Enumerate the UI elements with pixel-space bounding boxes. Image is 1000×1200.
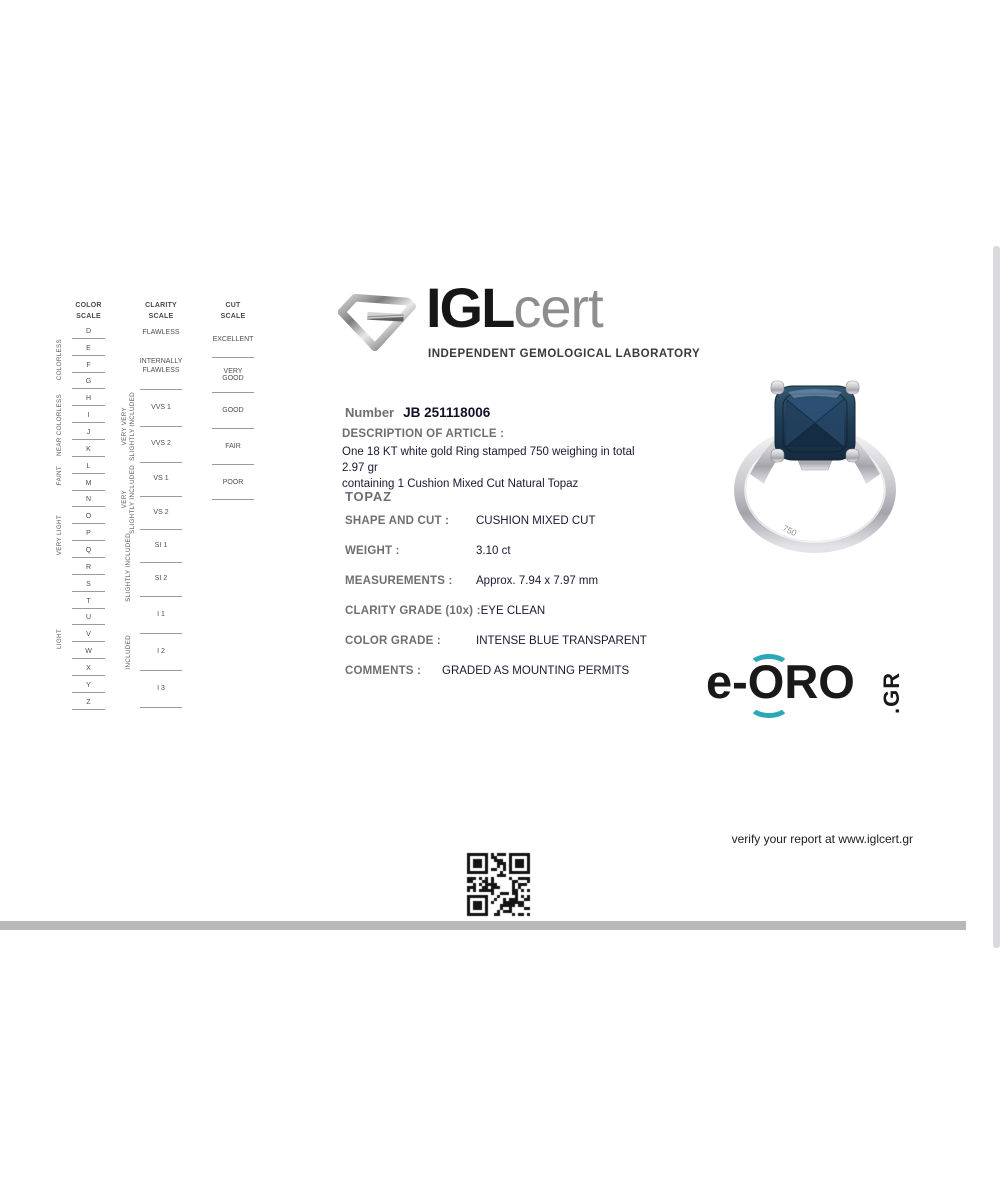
spec-value: GRADED AS MOUNTING PERMITS bbox=[442, 665, 630, 677]
color-grade-cell bbox=[72, 406, 105, 423]
color-grade-letter: O bbox=[85, 513, 92, 521]
color-grade-letter: H bbox=[85, 395, 92, 403]
color-grade-cell bbox=[72, 322, 105, 339]
color-grade-letter: P bbox=[86, 530, 91, 538]
clarity-scale-title: CLARITY SCALE bbox=[145, 302, 177, 320]
brand-wordmark-light: cert bbox=[513, 276, 603, 339]
clarity-grade-cell: VVS 2 bbox=[140, 427, 182, 463]
stone-title: TOPAZ bbox=[345, 489, 392, 504]
spec-row bbox=[345, 515, 647, 527]
clarity-group-included bbox=[119, 600, 140, 704]
diamond-logo-icon bbox=[338, 292, 430, 354]
spec-value: Approx. 7.94 x 7.97 mm bbox=[476, 575, 599, 587]
color-grade-cell bbox=[72, 659, 105, 676]
color-group-colorless bbox=[53, 330, 67, 390]
color-grade-letter: D bbox=[85, 327, 92, 335]
description-text bbox=[342, 444, 642, 492]
color-group-faint bbox=[53, 460, 67, 492]
clarity-grade-cell: I 1 bbox=[140, 597, 182, 634]
clarity-grade-cell: VS 1 bbox=[140, 463, 182, 497]
color-grade-letter: N bbox=[85, 496, 92, 504]
scale-group-label: LIGHT bbox=[55, 628, 63, 650]
scale-group-label: VERY VERY bbox=[121, 406, 129, 446]
clarity-grade-cell: SI 2 bbox=[140, 563, 182, 597]
color-grade-cell bbox=[72, 440, 105, 457]
brand-tagline: INDEPENDENT GEMOLOGICAL LABORATORY bbox=[428, 348, 701, 360]
spec-label: SHAPE AND CUT : bbox=[345, 515, 450, 527]
color-grade-cell bbox=[72, 524, 105, 541]
clarity-group-vs bbox=[119, 462, 140, 536]
spec-value: CUSHION MIXED CUT bbox=[476, 515, 596, 527]
scale-group-label: NEAR COLORLESS bbox=[55, 394, 63, 456]
color-grade-letter: G bbox=[85, 378, 92, 386]
scale-group-label: SLIGHTLY INCLUDED bbox=[125, 532, 133, 602]
scale-group-label: INCLUDED bbox=[125, 634, 133, 670]
eoro-prefix: e- bbox=[706, 655, 748, 708]
spec-row bbox=[345, 575, 647, 587]
color-grade-cell bbox=[72, 558, 105, 575]
color-grade-cell bbox=[72, 592, 105, 609]
scale-group-label: SLIGHTLY INCLUDED bbox=[129, 391, 136, 461]
eoro-logo bbox=[706, 646, 918, 726]
brand-wordmark bbox=[426, 276, 603, 340]
report-number-row bbox=[345, 404, 490, 422]
spec-label: COMMENTS : bbox=[345, 665, 422, 677]
color-grade-letter: Z bbox=[86, 698, 91, 706]
color-grade-letter: J bbox=[86, 429, 91, 437]
cut-scale-column bbox=[212, 322, 254, 500]
description-line: One 18 KT white gold Ring stamped 750 weighing in total 2.97 gr bbox=[342, 446, 635, 475]
spec-row bbox=[345, 605, 647, 617]
spec-value: EYE CLEAN bbox=[480, 605, 546, 617]
bottom-edge-bar bbox=[0, 921, 966, 930]
spec-label: CLARITY GRADE (10x) : bbox=[345, 605, 481, 617]
qr-code-icon bbox=[466, 852, 532, 918]
spec-row bbox=[345, 665, 647, 677]
spec-value: 3.10 ct bbox=[476, 545, 511, 557]
color-grade-cell bbox=[72, 609, 105, 626]
clarity-scale-column bbox=[140, 322, 182, 708]
spec-value: INTENSE BLUE TRANSPARENT bbox=[476, 635, 647, 647]
ring-photo bbox=[722, 378, 907, 556]
cut-scale-title: CUT SCALE bbox=[220, 302, 246, 320]
color-grade-cell bbox=[72, 625, 105, 642]
color-grade-letter: Q bbox=[85, 547, 92, 555]
spec-label: COLOR GRADE : bbox=[345, 635, 441, 647]
brand-wordmark-bold: IGL bbox=[426, 276, 514, 339]
color-grade-cell bbox=[72, 457, 105, 474]
color-grade-cell bbox=[72, 373, 105, 390]
color-grade-letter: V bbox=[86, 631, 91, 639]
color-grade-letter: F bbox=[86, 361, 91, 369]
color-scale-column bbox=[72, 322, 105, 710]
scale-group-label: COLORLESS bbox=[55, 339, 63, 381]
cut-grade-cell: VERY GOOD bbox=[212, 358, 254, 394]
color-grade-letter: Y bbox=[86, 681, 91, 689]
color-grade-cell bbox=[72, 507, 105, 524]
clarity-group-si bbox=[119, 532, 140, 602]
clarity-grade-cell: SI 1 bbox=[140, 530, 182, 563]
color-grade-cell bbox=[72, 676, 105, 693]
ring-stamp: 750 bbox=[781, 522, 799, 539]
color-group-very-light bbox=[53, 498, 67, 572]
color-grade-cell bbox=[72, 693, 105, 710]
report-number-value: JB 251118006 bbox=[403, 405, 491, 420]
clarity-group-vvs bbox=[119, 388, 140, 464]
clarity-grade-cell: I 3 bbox=[140, 671, 182, 708]
color-grade-letter: E bbox=[86, 344, 91, 352]
color-grade-letter: T bbox=[86, 597, 91, 605]
cut-grade-cell: GOOD bbox=[212, 393, 254, 429]
clarity-grade-cell: I 2 bbox=[140, 634, 182, 671]
color-group-light bbox=[53, 606, 67, 672]
spec-label: WEIGHT : bbox=[345, 545, 400, 557]
color-scale-title: COLOR SCALE bbox=[75, 302, 102, 320]
description-heading: DESCRIPTION OF ARTICLE : bbox=[342, 428, 505, 440]
color-grade-cell bbox=[72, 389, 105, 406]
clarity-grade-cell: VS 2 bbox=[140, 497, 182, 530]
color-grade-letter: U bbox=[85, 614, 92, 622]
eoro-accent-o: O bbox=[747, 655, 785, 708]
color-grade-cell bbox=[72, 423, 105, 440]
color-grade-cell bbox=[72, 491, 105, 508]
color-grade-letter: L bbox=[86, 462, 91, 470]
color-grade-cell bbox=[72, 474, 105, 491]
color-grade-letter: X bbox=[86, 665, 91, 673]
scale-group-label: FAINT bbox=[55, 466, 63, 486]
scale-group-label: SLIGHTLY INCLUDED bbox=[129, 464, 136, 534]
eoro-gr-suffix: .GR bbox=[879, 671, 904, 714]
spec-row bbox=[345, 635, 647, 647]
verify-report-text: verify your report at www.iglcert.gr bbox=[731, 832, 913, 846]
description-line: containing 1 Cushion Mixed Cut Natural Topaz bbox=[342, 478, 579, 491]
color-grade-letter: K bbox=[86, 445, 91, 453]
color-grade-cell bbox=[72, 339, 105, 356]
color-group-near-colorless bbox=[53, 392, 67, 458]
color-grade-cell bbox=[72, 575, 105, 592]
color-grade-letter: W bbox=[85, 648, 92, 656]
color-grade-cell bbox=[72, 642, 105, 659]
spec-row bbox=[345, 545, 647, 557]
scale-group-label: VERY bbox=[121, 489, 129, 509]
clarity-grade-cell: FLAWLESS bbox=[142, 328, 180, 336]
eoro-rest: RO bbox=[784, 655, 855, 708]
cut-grade-cell: FAIR bbox=[212, 429, 254, 465]
eoro-wordmark bbox=[706, 654, 855, 709]
color-grade-letter: M bbox=[85, 479, 92, 487]
spec-label: MEASUREMENTS : bbox=[345, 575, 453, 587]
igl-brand-header bbox=[338, 276, 701, 372]
color-grade-letter: R bbox=[85, 563, 92, 571]
clarity-grade-cell: VVS 1 bbox=[140, 390, 182, 427]
spec-list bbox=[345, 515, 647, 695]
cut-grade-cell: POOR bbox=[212, 465, 254, 501]
right-edge-strip bbox=[993, 246, 1000, 948]
color-grade-cell bbox=[72, 356, 105, 373]
clarity-grade-cell: INTERNALLY FLAWLESS bbox=[140, 344, 182, 390]
scale-group-label: VERY LIGHT bbox=[55, 514, 63, 556]
color-grade-cell bbox=[72, 541, 105, 558]
topaz-stone bbox=[775, 386, 855, 460]
cut-grade-cell: EXCELLENT bbox=[212, 322, 254, 358]
color-grade-letter: I bbox=[87, 412, 90, 420]
report-number-label: Number bbox=[345, 405, 395, 420]
color-grade-letter: S bbox=[86, 580, 91, 588]
